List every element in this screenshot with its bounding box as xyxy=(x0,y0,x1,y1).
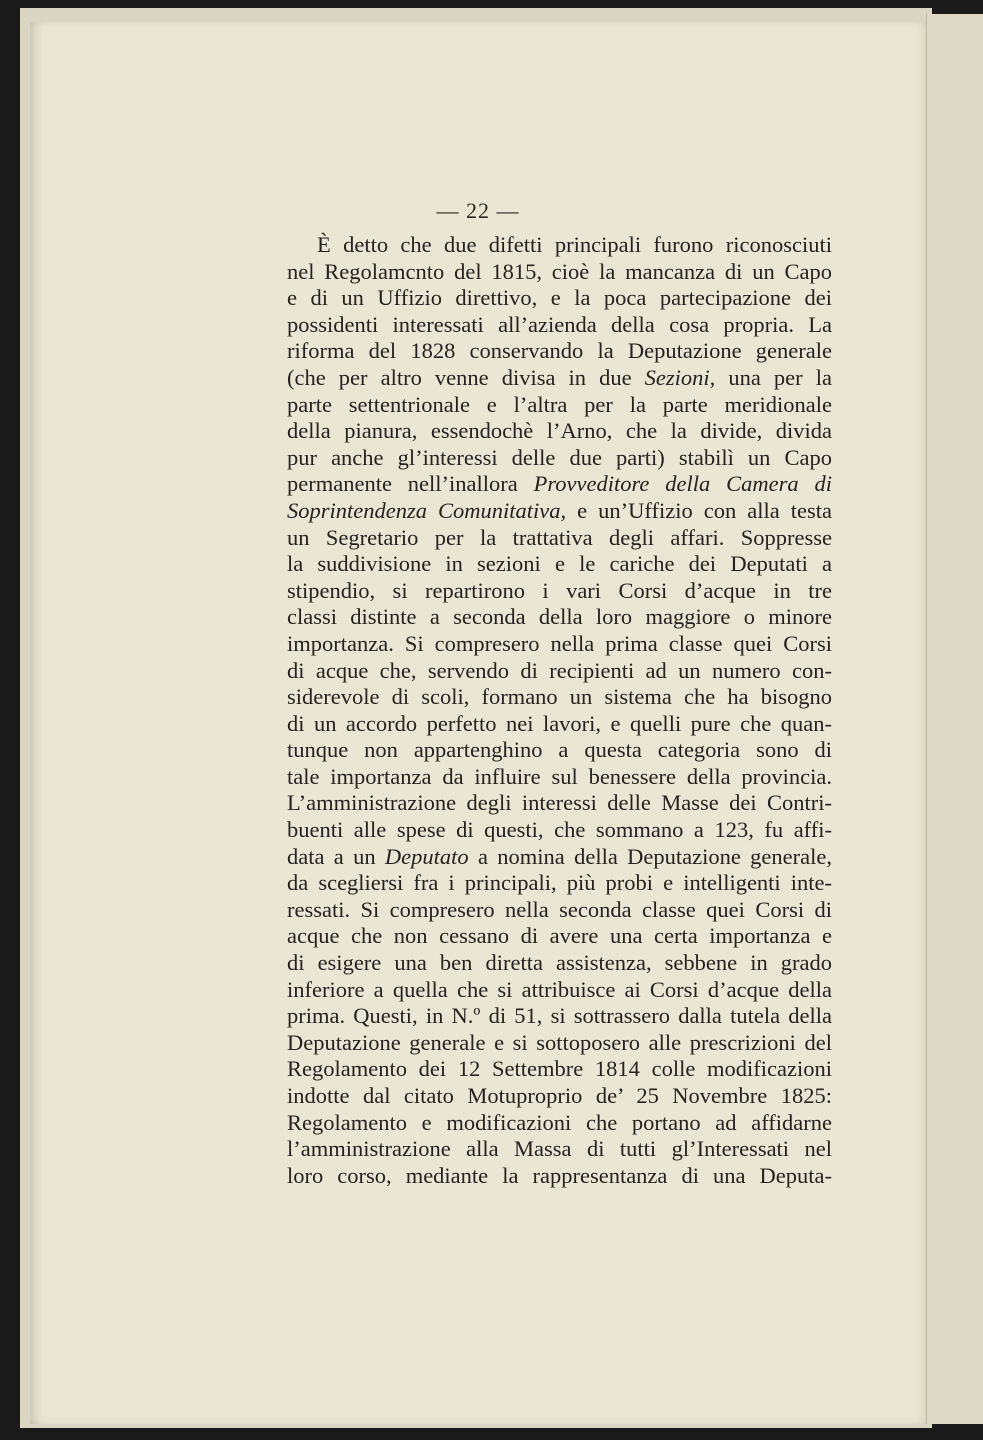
text-line: buenti alle spese di questi, che sommano a 123, fu affi- xyxy=(287,817,832,843)
text-line: siderevole di scoli, formano un sistema che ha bisogno xyxy=(287,684,832,710)
text-line: prima. Questi, in N.º di 51, si sottrassero dalla tutela della xyxy=(287,1003,832,1029)
text-line: e di un Uffizio direttivo, e la poca partecipazione dei xyxy=(287,285,832,311)
text-line: loro corso, mediante la rappresentanza di una Deputa- xyxy=(287,1162,832,1188)
text-line: parte settentrionale e l’altra per la parte meridionale xyxy=(287,391,832,417)
text-line: riforma del 1828 conservando la Deputazione generale xyxy=(287,338,832,364)
text-line: Soprintendenza Comunitativa, e un’Uffizio con alla testa xyxy=(287,497,832,523)
text-line: importanza. Si compresero nella prima classe quei Corsi xyxy=(287,630,832,656)
text-line: un Segretario per la trattativa degli affari. Soppresse xyxy=(287,524,832,550)
text-line: Regolamento dei 12 Settembre 1814 colle modificazioni xyxy=(287,1056,832,1082)
text-line: la suddivisione in sezioni e le cariche dei Deputati a xyxy=(287,551,832,577)
facing-page-edge xyxy=(926,14,983,1424)
text-line: acque che non cessano di avere una certa importanza e xyxy=(287,923,832,949)
text-line: data a un Deputato a nomina della Deputazione generale, xyxy=(287,843,832,869)
text-line: È detto che due difetti principali furono riconosciuti xyxy=(317,232,832,257)
text-line: possidenti interessati all’azienda della cosa propria. La xyxy=(287,311,832,337)
text-line: nel Regolamcnto del 1815, cioè la mancanza di un Capo xyxy=(287,258,832,284)
book-page xyxy=(30,22,926,1424)
text-line: di acque che, servendo di recipienti ad un numero con- xyxy=(287,657,832,683)
text-line: permanente nell’inallora Provveditore della Camera di xyxy=(287,471,832,497)
text-line: Deputazione generale e si sottoposero alle prescrizioni del xyxy=(287,1029,832,1055)
text-line: L’amministrazione degli interessi delle Masse dei Contri- xyxy=(287,790,832,816)
text-line: inferiore a quella che si attribuisce ai Corsi d’acque della xyxy=(287,976,832,1002)
text-line: Regolamento e modificazioni che portano ad affidarne xyxy=(287,1109,832,1135)
text-line: pur anche gl’interessi delle due parti) stabilì un Capo xyxy=(287,444,832,470)
text-line: da scegliersi fra i principali, più probi e intelligenti inte- xyxy=(287,870,832,896)
text-line: tale importanza da influire sul benessere della provincia. xyxy=(287,763,832,789)
page-number: — 22 — xyxy=(436,198,520,223)
text-line: stipendio, si repartirono i vari Corsi d’acque in tre xyxy=(287,577,832,603)
text-line: tunque non appartenghino a questa categoria sono di xyxy=(287,737,832,763)
text-line: di un accordo perfetto nei lavori, e quelli pure che quan- xyxy=(287,710,832,736)
text-line: ressati. Si compresero nella seconda classe quei Corsi di xyxy=(287,896,832,922)
text-line: l’amministrazione alla Massa di tutti gl’Interessati nel xyxy=(287,1136,832,1162)
body-text xyxy=(287,232,832,1189)
text-line: indotte dal citato Motuproprio de’ 25 Novembre 1825: xyxy=(287,1083,832,1108)
text-line: della pianura, essendochè l’Arno, che la divide, divida xyxy=(287,418,832,444)
text-line: di esigere una ben diretta assistenza, sebbene in grado xyxy=(287,950,832,976)
text-line: (che per altro venne divisa in due Sezioni, una per la xyxy=(287,364,832,390)
text-line: classi distinte a seconda della loro maggiore o minore xyxy=(287,604,832,630)
